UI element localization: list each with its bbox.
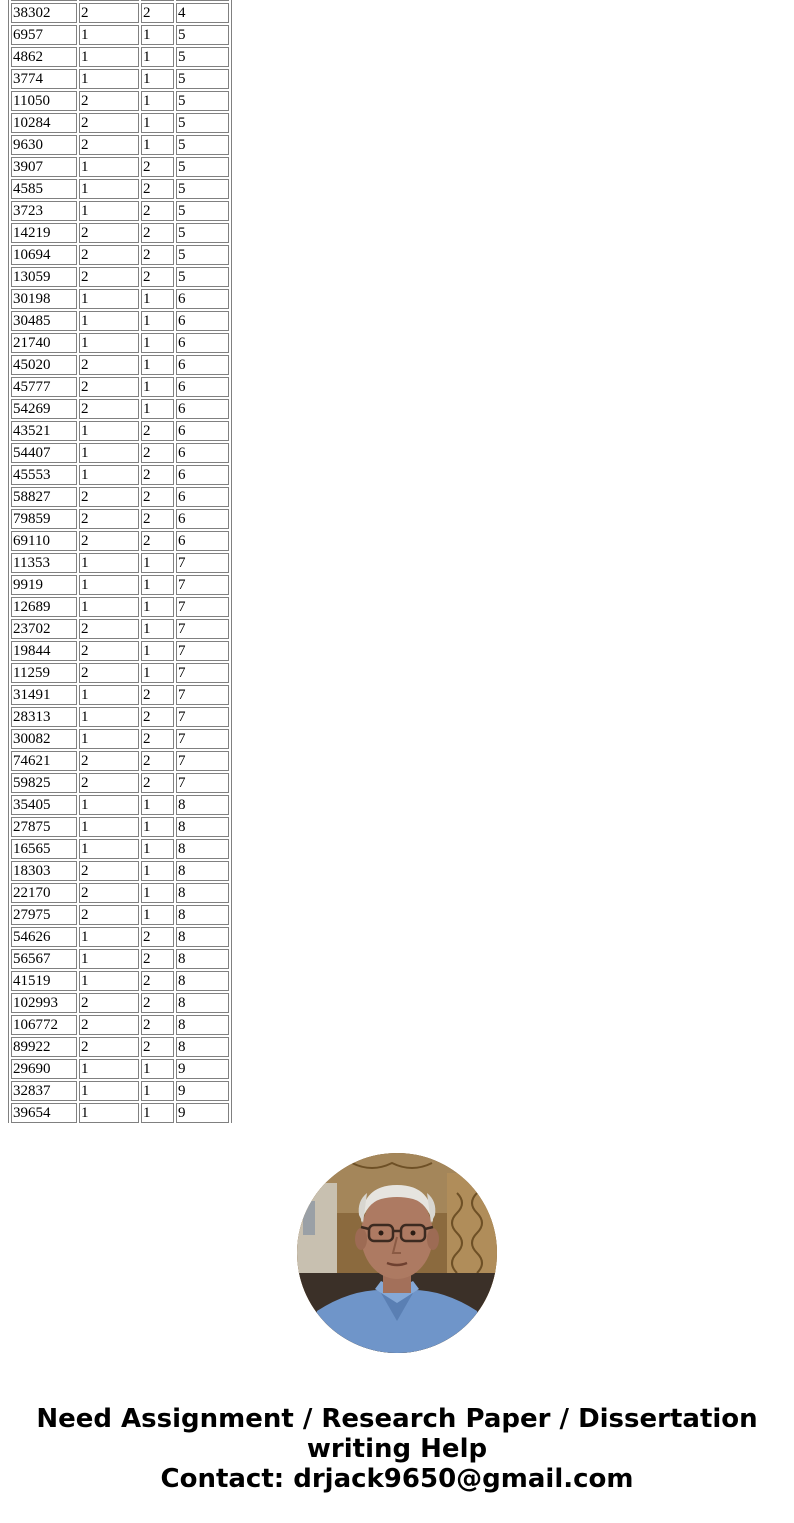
table-cell: 1	[141, 113, 174, 133]
table-cell: 5	[176, 47, 229, 67]
table-row	[11, 1015, 229, 1035]
avatar	[297, 1153, 497, 1353]
table-cell	[176, 0, 229, 1]
table-cell: 43521	[11, 421, 77, 441]
table-cell: 35405	[11, 795, 77, 815]
table-row	[11, 707, 229, 727]
table-cell: 5	[176, 25, 229, 45]
table-cell: 2	[141, 487, 174, 507]
table-cell: 10284	[11, 113, 77, 133]
table-cell: 1	[79, 729, 139, 749]
table-cell: 1	[79, 1081, 139, 1101]
table-cell: 1	[79, 707, 139, 727]
table-row	[11, 399, 229, 419]
table-cell: 106772	[11, 1015, 77, 1035]
table-cell: 2	[141, 157, 174, 177]
table-cell: 1	[79, 817, 139, 837]
table-cell: 69110	[11, 531, 77, 551]
table-cell: 3723	[11, 201, 77, 221]
table-cell: 23702	[11, 619, 77, 639]
table-cell: 102993	[11, 993, 77, 1013]
table-cell: 2	[141, 729, 174, 749]
table-cell: 4	[176, 3, 229, 23]
table-cell: 8	[176, 905, 229, 925]
table-row	[11, 333, 229, 353]
table-cell: 11050	[11, 91, 77, 111]
table-cell: 2	[141, 685, 174, 705]
table-cell: 1	[141, 1059, 174, 1079]
table-row	[11, 641, 229, 661]
table-cell: 6	[176, 487, 229, 507]
table-cell: 1	[79, 465, 139, 485]
table-row	[11, 1059, 229, 1079]
table-cell: 5	[176, 69, 229, 89]
table-row	[11, 91, 229, 111]
table-row	[11, 553, 229, 573]
table-cell: 6	[176, 465, 229, 485]
table-cell: 7	[176, 663, 229, 683]
table-cell: 2	[79, 773, 139, 793]
table-cell: 27875	[11, 817, 77, 837]
table-cell: 27975	[11, 905, 77, 925]
table-row	[11, 927, 229, 947]
table-cell: 7	[176, 751, 229, 771]
table-cell: 2	[141, 531, 174, 551]
table-row	[11, 487, 229, 507]
table-cell: 1	[79, 971, 139, 991]
table-cell: 9	[176, 1059, 229, 1079]
table-cell: 1	[79, 25, 139, 45]
table-cell: 7	[176, 597, 229, 617]
table-cell: 28313	[11, 707, 77, 727]
table-cell: 14219	[11, 223, 77, 243]
table-row	[11, 509, 229, 529]
table-cell: 1	[141, 839, 174, 859]
table-row	[11, 663, 229, 683]
table-cell: 16565	[11, 839, 77, 859]
table-cell: 7	[176, 773, 229, 793]
table-row	[11, 443, 229, 463]
table-row	[11, 949, 229, 969]
table-row	[11, 1103, 229, 1123]
table-cell: 5	[176, 113, 229, 133]
table-cell: 2	[79, 531, 139, 551]
table-cell: 2	[79, 487, 139, 507]
table-cell: 1	[141, 575, 174, 595]
table-cell: 6	[176, 311, 229, 331]
table-cell: 74621	[11, 751, 77, 771]
table-cell: 5	[176, 91, 229, 111]
table-row	[11, 531, 229, 551]
table-row	[11, 839, 229, 859]
table-cell: 1	[79, 69, 139, 89]
table-row	[11, 619, 229, 639]
table-row	[11, 0, 229, 1]
table-cell: 54407	[11, 443, 77, 463]
table-cell: 2	[141, 3, 174, 23]
table-cell: 2	[141, 1015, 174, 1035]
table-row	[11, 377, 229, 397]
table-cell: 2	[79, 883, 139, 903]
table-cell: 2	[79, 355, 139, 375]
table-cell: 1	[141, 861, 174, 881]
table-cell: 2	[79, 861, 139, 881]
table-cell: 89922	[11, 1037, 77, 1057]
table-cell: 59825	[11, 773, 77, 793]
table-row	[11, 135, 229, 155]
table-cell: 1	[79, 157, 139, 177]
table-row	[11, 729, 229, 749]
table-row	[11, 47, 229, 67]
table-cell: 1	[141, 663, 174, 683]
table-cell: 1	[79, 1059, 139, 1079]
table-cell: 1	[141, 135, 174, 155]
table-cell: 54269	[11, 399, 77, 419]
table-row	[11, 25, 229, 45]
table-cell: 2	[141, 267, 174, 287]
table-cell: 1	[141, 69, 174, 89]
table-cell: 1	[79, 201, 139, 221]
table-cell: 1	[141, 553, 174, 573]
table-cell: 2	[141, 971, 174, 991]
table-cell: 7	[176, 641, 229, 661]
table-cell: 8	[176, 883, 229, 903]
table-cell: 1	[79, 839, 139, 859]
table-cell: 2	[79, 113, 139, 133]
table-cell: 7	[176, 619, 229, 639]
table-row	[11, 861, 229, 881]
table-cell: 38302	[11, 3, 77, 23]
table-row	[11, 355, 229, 375]
table-cell: 2	[141, 179, 174, 199]
table-cell: 1	[79, 597, 139, 617]
table-cell: 1	[141, 795, 174, 815]
avatar-photo	[297, 1153, 497, 1353]
table-cell: 1	[79, 179, 139, 199]
table-cell: 2	[79, 267, 139, 287]
table-cell: 8	[176, 1015, 229, 1035]
table-cell: 1	[141, 355, 174, 375]
table-cell: 2	[79, 3, 139, 23]
table-cell: 4585	[11, 179, 77, 199]
table-cell: 9919	[11, 575, 77, 595]
table-cell: 3774	[11, 69, 77, 89]
table-row	[11, 113, 229, 133]
table-cell: 2	[141, 993, 174, 1013]
table-cell: 1	[141, 905, 174, 925]
table-cell: 21740	[11, 333, 77, 353]
table-cell: 3907	[11, 157, 77, 177]
table-cell: 11353	[11, 553, 77, 573]
table-row	[11, 597, 229, 617]
table-cell: 9630	[11, 135, 77, 155]
table-cell: 2	[79, 135, 139, 155]
table-cell: 54626	[11, 927, 77, 947]
table-row	[11, 751, 229, 771]
table-row	[11, 1081, 229, 1101]
data-table-body	[11, 0, 229, 1123]
table-row	[11, 993, 229, 1013]
table-cell: 1	[141, 1103, 174, 1123]
table-cell: 2	[79, 377, 139, 397]
table-row	[11, 883, 229, 903]
table-cell: 29690	[11, 1059, 77, 1079]
table-cell: 5	[176, 267, 229, 287]
table-cell: 8	[176, 927, 229, 947]
table-cell: 45777	[11, 377, 77, 397]
table-cell: 19844	[11, 641, 77, 661]
table-cell: 1	[141, 333, 174, 353]
table-cell: 6	[176, 289, 229, 309]
table-row	[11, 3, 229, 23]
table-cell: 1	[79, 333, 139, 353]
table-cell: 1	[141, 289, 174, 309]
table-cell: 10694	[11, 245, 77, 265]
table-cell: 8	[176, 1037, 229, 1057]
table-cell: 2	[141, 223, 174, 243]
table-cell: 1	[141, 47, 174, 67]
table-row	[11, 817, 229, 837]
table-cell: 2	[79, 993, 139, 1013]
table-cell: 2	[141, 1037, 174, 1057]
table-cell: 1	[141, 311, 174, 331]
table-cell: 2	[141, 773, 174, 793]
table-cell: 1	[79, 311, 139, 331]
table-cell: 1	[141, 1081, 174, 1101]
table-cell: 6	[176, 399, 229, 419]
table-cell: 2	[141, 421, 174, 441]
table-cell: 8	[176, 949, 229, 969]
table-cell: 2	[79, 1037, 139, 1057]
table-cell: 8	[176, 795, 229, 815]
table-cell: 1	[141, 25, 174, 45]
table-cell: 2	[141, 927, 174, 947]
table-row	[11, 773, 229, 793]
table-cell: 1	[141, 817, 174, 837]
table-cell: 1	[79, 553, 139, 573]
table-cell: 2	[79, 905, 139, 925]
table-cell: 2	[79, 641, 139, 661]
table-cell: 9	[176, 1081, 229, 1101]
table-row	[11, 223, 229, 243]
table-cell: 2	[141, 201, 174, 221]
table-cell: 4862	[11, 47, 77, 67]
table-cell: 1	[79, 949, 139, 969]
table-cell: 5	[176, 135, 229, 155]
table-cell: 1	[141, 91, 174, 111]
table-cell: 6	[176, 443, 229, 463]
table-cell: 5	[176, 245, 229, 265]
table-cell: 1	[141, 377, 174, 397]
table-row	[11, 179, 229, 199]
table-cell: 1	[79, 1103, 139, 1123]
table-cell: 8	[176, 839, 229, 859]
table-cell: 2	[79, 663, 139, 683]
table-cell: 12689	[11, 597, 77, 617]
table-cell: 56567	[11, 949, 77, 969]
table-cell: 2	[79, 91, 139, 111]
table-cell: 1	[79, 795, 139, 815]
table-cell: 58827	[11, 487, 77, 507]
table-row	[11, 685, 229, 705]
table-cell: 79859	[11, 509, 77, 529]
table-cell: 2	[79, 619, 139, 639]
table-cell: 1	[79, 421, 139, 441]
table-cell: 2	[79, 509, 139, 529]
data-table	[8, 0, 232, 1123]
table-cell: 39654	[11, 1103, 77, 1123]
table-cell: 2	[141, 707, 174, 727]
table-cell: 6	[176, 531, 229, 551]
table-cell: 11259	[11, 663, 77, 683]
table-row	[11, 69, 229, 89]
table-cell: 2	[141, 949, 174, 969]
table-cell: 22170	[11, 883, 77, 903]
table-row	[11, 971, 229, 991]
promo-line-2: writing Help	[306, 1434, 488, 1464]
table-cell: 2	[141, 751, 174, 771]
table-cell: 8	[176, 993, 229, 1013]
table-cell	[141, 0, 174, 1]
table-cell	[79, 0, 139, 1]
table-cell: 6	[176, 333, 229, 353]
table-cell: 41519	[11, 971, 77, 991]
table-cell: 32837	[11, 1081, 77, 1101]
table-row	[11, 421, 229, 441]
table-cell: 1	[79, 47, 139, 67]
table-cell: 1	[79, 575, 139, 595]
table-row	[11, 1037, 229, 1057]
table-cell: 1	[141, 641, 174, 661]
table-cell: 1	[141, 619, 174, 639]
table-cell: 6	[176, 509, 229, 529]
table-cell: 7	[176, 575, 229, 595]
table-cell: 45553	[11, 465, 77, 485]
table-cell: 2	[79, 245, 139, 265]
table-cell: 9	[176, 1103, 229, 1123]
promo-text	[0, 1404, 794, 1494]
table-cell: 45020	[11, 355, 77, 375]
table-cell: 1	[141, 399, 174, 419]
table-cell: 5	[176, 201, 229, 221]
table-cell: 2	[79, 1015, 139, 1035]
table-row	[11, 795, 229, 815]
table-cell: 2	[141, 443, 174, 463]
table-cell: 30082	[11, 729, 77, 749]
table-cell: 7	[176, 553, 229, 573]
table-cell: 8	[176, 971, 229, 991]
table-cell: 1	[79, 927, 139, 947]
table-cell: 1	[79, 443, 139, 463]
table-cell: 13059	[11, 267, 77, 287]
table-cell: 7	[176, 729, 229, 749]
table-cell: 7	[176, 707, 229, 727]
data-table-viewport	[8, 0, 232, 1123]
table-cell: 2	[141, 465, 174, 485]
table-row	[11, 575, 229, 595]
promo-line-1: Need Assignment / Research Paper / Dissertation	[36, 1404, 758, 1434]
table-cell: 18303	[11, 861, 77, 881]
table-cell: 2	[141, 509, 174, 529]
table-cell: 5	[176, 223, 229, 243]
table-cell: 1	[79, 685, 139, 705]
table-cell: 6	[176, 377, 229, 397]
table-cell: 2	[141, 245, 174, 265]
table-cell: 5	[176, 179, 229, 199]
table-row	[11, 201, 229, 221]
table-cell: 5	[176, 157, 229, 177]
table-cell: 8	[176, 817, 229, 837]
table-cell: 2	[79, 399, 139, 419]
table-row	[11, 311, 229, 331]
table-cell: 31491	[11, 685, 77, 705]
table-cell: 6	[176, 355, 229, 375]
table-row	[11, 289, 229, 309]
table-row	[11, 157, 229, 177]
promo-line-3: Contact: drjack9650@gmail.com	[160, 1464, 634, 1494]
table-cell: 7	[176, 685, 229, 705]
table-row	[11, 267, 229, 287]
table-cell: 2	[79, 223, 139, 243]
table-row	[11, 465, 229, 485]
table-cell: 30198	[11, 289, 77, 309]
table-cell: 1	[79, 289, 139, 309]
table-cell: 30485	[11, 311, 77, 331]
table-cell: 6957	[11, 25, 77, 45]
table-cell: 1	[141, 883, 174, 903]
table-cell: 1	[141, 597, 174, 617]
table-cell: 8	[176, 861, 229, 881]
table-cell	[11, 0, 77, 1]
table-row	[11, 245, 229, 265]
table-row	[11, 905, 229, 925]
table-cell: 2	[79, 751, 139, 771]
table-cell: 6	[176, 421, 229, 441]
